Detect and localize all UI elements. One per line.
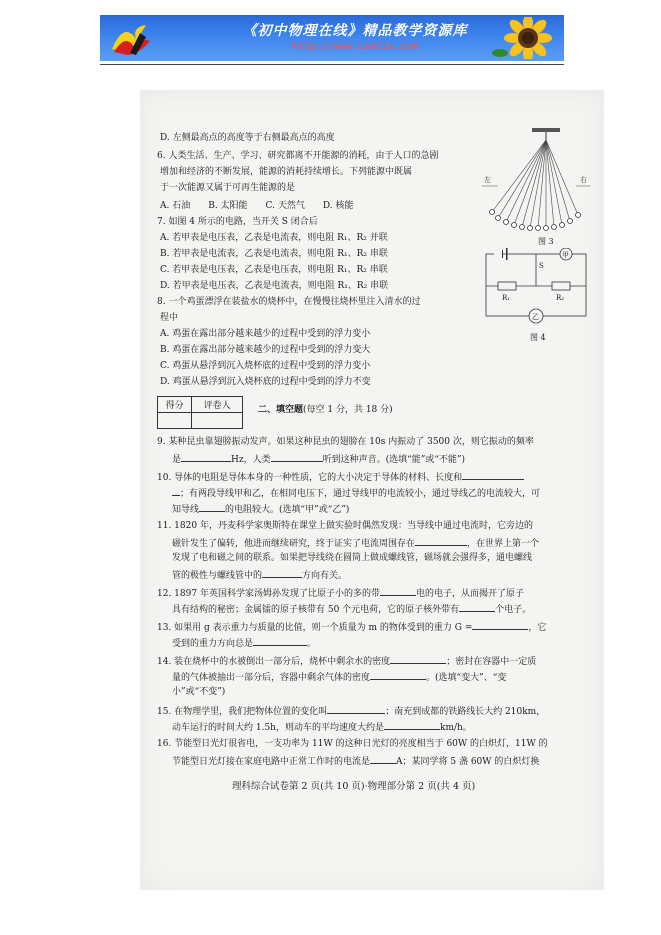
q11-text4: 方向有关。 <box>302 571 348 581</box>
q5-option-d: D. 左侧最高点的高度等于右侧最高点的高度 <box>160 133 335 143</box>
meter-jia-label: 甲 <box>562 251 569 259</box>
banner-divider <box>100 64 564 65</box>
q8-option-b: B. 鸡蛋在露出部分越来越少的过程中受到的浮力变大 <box>160 345 371 355</box>
q7-option-c: C. 若甲表是电压表，乙表是电压表，则电阻 R₁、R₂ 串联 <box>160 265 388 275</box>
q14-blank2[interactable] <box>370 670 426 680</box>
q16-blank1[interactable] <box>370 754 396 764</box>
q13-text4: 。 <box>307 639 317 649</box>
fig3-caption: 图 3 <box>538 237 554 246</box>
exam-page <box>140 90 604 890</box>
q13-text1: 13. 如果用 g 表示重力与质量的比值，则一个质量为 m 的物体受到的重力 G = <box>157 623 473 633</box>
score-header: 得分 <box>158 397 192 413</box>
fig3-right-label: 右 <box>580 176 587 184</box>
q13-blank1[interactable] <box>472 620 528 630</box>
section-2-heading <box>258 404 393 417</box>
page-footer: 理科综合试卷第 2 页(共 10 页)·物理部分第 2 页(共 4 页) <box>232 781 476 792</box>
q16-line2 <box>172 754 539 769</box>
switch-label: S <box>539 262 544 270</box>
q15-text2: ；南充到成都的铁路线长大约 210km， <box>385 707 546 717</box>
q8-option-c: C. 鸡蛋从悬浮到沉入烧杯底的过程中受到的浮力变小 <box>160 361 371 371</box>
q14-line3: 小”或“不变”) <box>172 687 226 697</box>
banner-url[interactable]: http://www.czwlzx.com <box>291 41 419 52</box>
figure-4-circuit-diagram <box>478 248 596 348</box>
grader-cell[interactable] <box>192 413 243 429</box>
q8-stem-line1: 8. 一个鸡蛋漂浮在装盐水的烧杯中，在慢慢往烧杯里注入清水的过 <box>157 297 421 307</box>
q13-line2 <box>172 636 316 651</box>
q12-text2: 电的电子，从而揭开了原子 <box>415 589 524 599</box>
section-2-note: (每空 1 分，共 18 分) <box>303 405 393 415</box>
score-cell[interactable] <box>158 413 192 429</box>
meter-yi-label: 乙 <box>532 313 539 321</box>
q15-line2 <box>172 720 472 735</box>
q10-text2: ；有两段导线甲和乙，在相同电压下，通过导线甲的电流较小，通过导线乙的电流较大，可 <box>180 489 541 499</box>
q12-text3: 具有结构的秘密；金属镭的原子核带有 50 个元电荷，它的原子核外带有 <box>172 605 460 615</box>
q14-line1 <box>157 654 536 669</box>
q10-blank1-cont[interactable] <box>172 486 180 496</box>
header-banner <box>100 15 564 61</box>
q9-text1: 是 <box>172 455 182 465</box>
q11-blank2[interactable] <box>262 568 302 578</box>
q12-text4: 个电子。 <box>495 605 532 615</box>
q14-line2 <box>172 670 506 685</box>
q16-text2: A；某同学将 5 盏 60W 的白炽灯换 <box>396 757 540 767</box>
q9-line2 <box>172 452 465 467</box>
q14-text3: 量的气体被抽出一部分后，容器中剩余气体的密度 <box>172 673 371 683</box>
q14-blank1[interactable] <box>390 654 446 664</box>
q13-text2: ，它 <box>528 623 547 633</box>
q15-blank2[interactable] <box>384 720 440 730</box>
q9-line1: 9. 某种昆虫靠翅膀振动发声。如果这种昆虫的翅膀在 10s 内振动了 3500 次，则它振动的频率 <box>157 437 534 447</box>
sunflower-icon <box>492 17 560 59</box>
fig3-left-label: 左 <box>484 176 491 184</box>
q11-blank1[interactable] <box>415 536 467 546</box>
q9-blank1[interactable] <box>181 452 231 462</box>
q8-stem-line2: 程中 <box>160 313 179 323</box>
q7-option-a: A. 若甲表是电压表，乙表是电流表，则电阻 R₁、R₂ 并联 <box>160 233 388 243</box>
q10-line2 <box>172 486 540 501</box>
q15-blank1[interactable] <box>327 704 385 714</box>
fig4-caption: 图 4 <box>530 333 546 342</box>
q14-text4: 。(选填“变大”、“变 <box>426 673 507 683</box>
q11-line3: 发现了电和磁之间的联系。如果把导线绕在圆筒上做成螺线管，磁场就会强得多，通电螺线 <box>172 553 533 563</box>
q7-stem: 7. 如图 4 所示的电路，当开关 S 闭合后 <box>157 217 318 227</box>
q10-line3 <box>172 502 349 517</box>
q9-text2: Hz，人类 <box>231 455 271 465</box>
q10-line1 <box>157 470 524 485</box>
q13-blank2[interactable] <box>253 636 307 646</box>
q13-line1 <box>157 620 546 635</box>
site-logo-icon <box>106 19 176 59</box>
q6-line3: 于一次能源又属于可再生能源的是 <box>160 183 296 193</box>
r1-label: R₁ <box>502 294 511 302</box>
q6-options: A. 石油 B. 太阳能 C. 天然气 D. 核能 <box>160 201 354 211</box>
q10-text3: 知导线 <box>172 505 200 515</box>
q10-text4: 的电阻较大。(选填“甲”或“乙”) <box>225 505 350 515</box>
q15-text3: 动车运行的时间大约 1.5h，则动车的平均速度大约是 <box>172 723 384 733</box>
q6-line2: 增加和经济的不断发展，能源的消耗持续增长。下列能源中既属 <box>160 167 413 177</box>
q11-text2: ，在世界上第一个 <box>467 539 540 549</box>
q8-option-d: D. 鸡蛋从悬浮到沉入烧杯底的过程中受到的浮力不变 <box>160 377 371 387</box>
q12-line1 <box>157 586 524 601</box>
q15-text4: km/h。 <box>439 723 472 733</box>
q12-blank1[interactable] <box>380 586 416 596</box>
q11-line2 <box>172 536 539 551</box>
q12-line2 <box>172 602 531 617</box>
q11-text1: 磁针发生了偏转，他进而继续研究，终于证实了电流周围存在 <box>172 539 416 549</box>
grader-header: 评卷人 <box>192 397 243 413</box>
q6-line1: 6. 人类生活、生产、学习、研究都离不开能源的消耗，由于人口的急剧 <box>157 151 439 161</box>
r2-label: R₂ <box>556 294 565 302</box>
figure-3-pendulum-diagram <box>480 128 592 248</box>
q7-option-d: D. 若甲表是电压表，乙表是电流表，则电阻 R₁、R₂ 串联 <box>160 281 389 291</box>
q15-line1 <box>157 704 545 719</box>
q14-text1: 14. 装在烧杯中的水被倒出一部分后，烧杯中剩余水的密度 <box>157 657 391 667</box>
q12-blank2[interactable] <box>459 602 495 612</box>
q9-blank2[interactable] <box>271 452 323 462</box>
q10-blank2[interactable] <box>199 502 225 512</box>
q10-blank1[interactable] <box>462 470 524 480</box>
section-2-title: 二、填空题 <box>258 405 304 415</box>
q11-text3: 管的极性与螺线管中的 <box>172 571 263 581</box>
q16-text1: 节能型日光灯接在家庭电路中正常工作时的电流是 <box>172 757 371 767</box>
q11-line4 <box>172 568 347 583</box>
score-table <box>157 396 243 429</box>
q12-text1: 12. 1897 年英国科学家汤姆孙发现了比原子小的多的带 <box>157 589 380 599</box>
q7-option-b: B. 若甲表是电流表，乙表是电流表，则电阻 R₁、R₂ 串联 <box>160 249 388 259</box>
q11-line1: 11. 1820 年，丹麦科学家奥斯特在课堂上做实验时偶然发现：当导线中通过电流时，它旁边的 <box>157 521 533 531</box>
banner-title: 《初中物理在线》精品教学资源库 <box>242 23 468 39</box>
q10-text1: 10. 导体的电阻是导体本身的一种性质，它的大小决定于导体的材料、长度和 <box>157 473 463 483</box>
q8-option-a: A. 鸡蛋在露出部分越来越少的过程中受到的浮力变小 <box>160 329 371 339</box>
q15-text1: 15. 在物理学里，我们把物体位置的变化叫 <box>157 707 328 717</box>
q13-text3: 受到的重力方向总是 <box>172 639 254 649</box>
q16-line1: 16. 节能型日光灯很省电，一支功率为 11W 的这种日光灯的亮度相当于 60W 的白炽灯，11W 的 <box>157 739 548 749</box>
q14-text2: ；密封在容器中一定质 <box>446 657 537 667</box>
q9-text3: 听到这种声音。(选填“能”或“不能”) <box>322 455 466 465</box>
